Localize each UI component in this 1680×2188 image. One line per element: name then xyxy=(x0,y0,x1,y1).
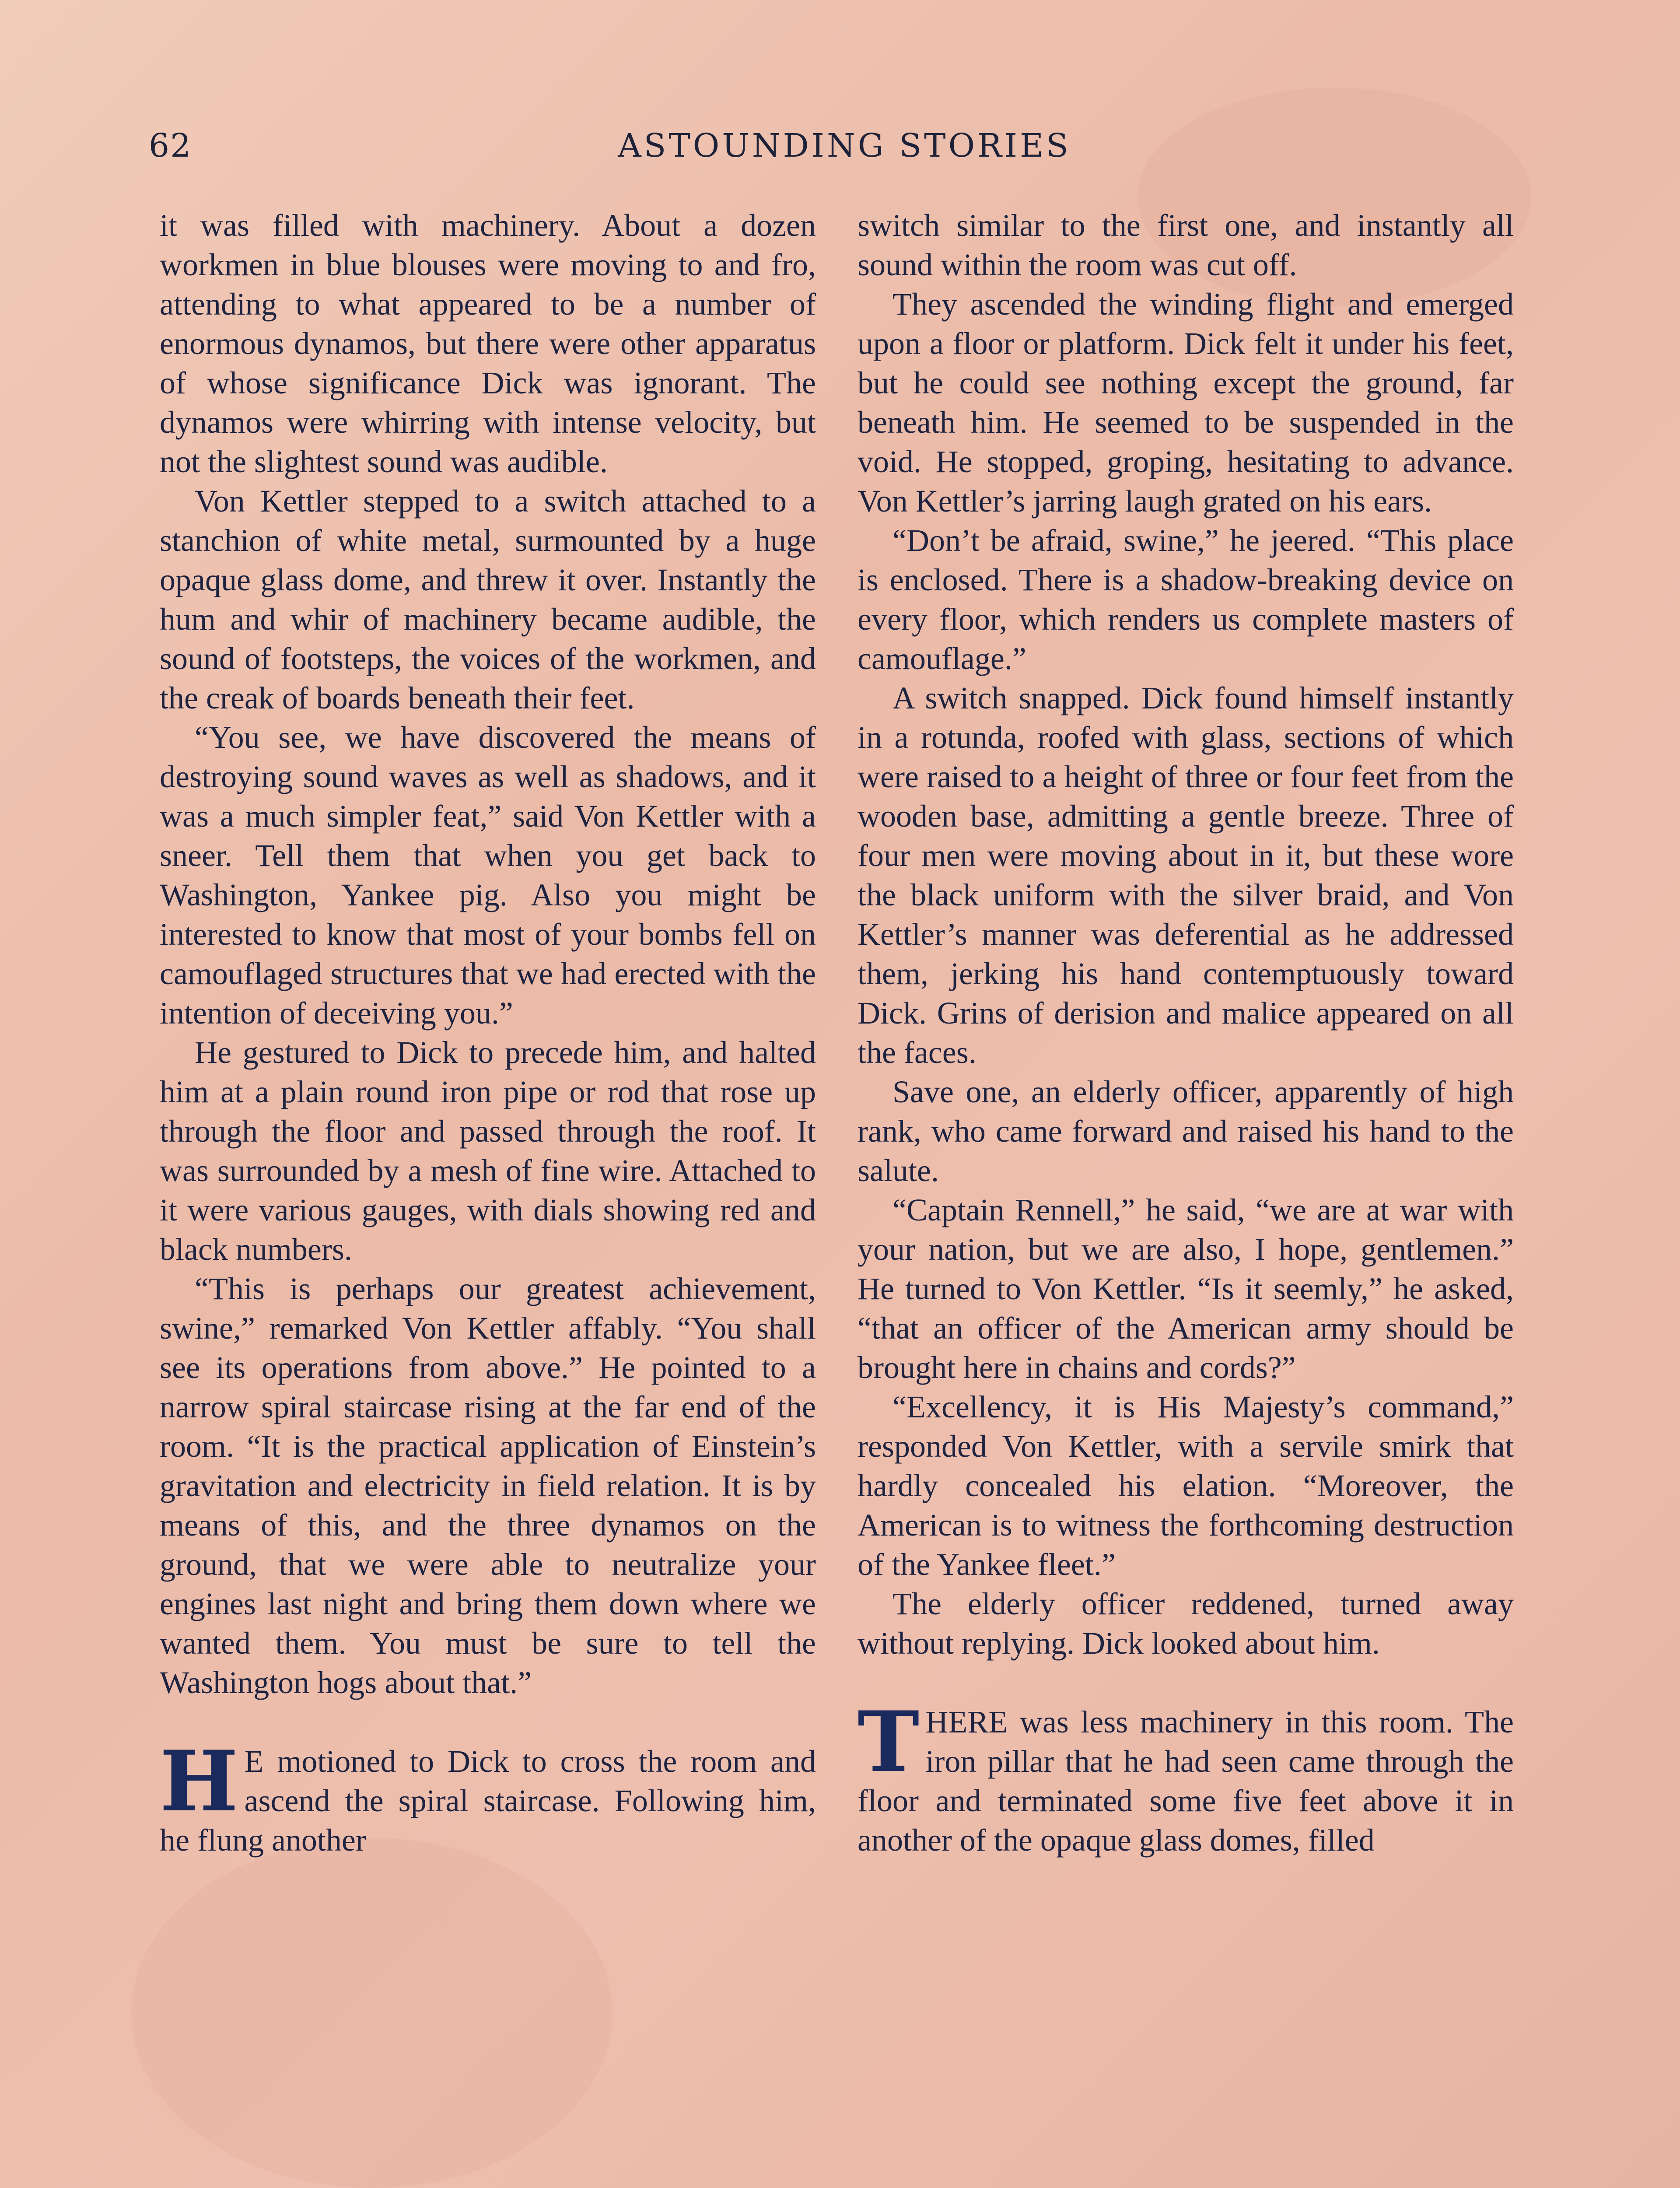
paragraph: A switch snapped. Dick found himself instantly in a rotunda, roofed with glass, sections of which were raised to a height of three or four feet from the wooden base, admitting a gentle breeze. Three of four men were moving about in it, but these wore the black uniform with the silver braid, and Von Kettler’s manner was deferential as he addressed them, jerking his hand contemptuously toward Dick. Grins of derision and malice appeared on all the faces. xyxy=(858,680,1514,1070)
paragraph: Save one, an elderly officer, apparently of high rank, who came forward and raised his hand to the salute. xyxy=(858,1074,1514,1188)
section-paragraph xyxy=(858,1693,1514,1860)
paragraph: Von Kettler stepped to a switch attached to a stanchion of white metal, surmounted by a huge opaque glass dome, and threw it over. Instantly the hum and whir of machinery became audible, the sound of footsteps, the voices of the workmen, and the creak of boards beneath their feet. xyxy=(160,484,816,715)
paragraph: “Don’t be afraid, swine,” he jeered. “This place is enclosed. There is a shadow-breaking device on every floor, which renders us complete masters of camouflage.” xyxy=(858,523,1514,676)
right-column xyxy=(858,206,1514,1860)
running-head: ASTOUNDING STORIES xyxy=(618,127,1071,165)
section-paragraph xyxy=(160,1732,816,1860)
paragraph-text: E motioned to Dick to cross the room and ascend the spiral staircase. Following him, he flung another xyxy=(160,1744,816,1858)
paragraph: “Excellency, it is His Majesty’s command,” responded Von Kettler, with a servile smirk that hardly concealed his elation. “Moreover, the American is to witness the forthcoming destruction of the Yankee fleet.” xyxy=(858,1389,1514,1582)
page-number: 62 xyxy=(149,127,192,165)
paragraph: “You see, we have discovered the means of destroying sound waves as well as shadows, and it was a much simpler feat,” said Von Kettler with a sneer. Tell them that when you get back to Washington, Yankee pig. Also you might be interested to know that most of your bombs fell on camouflaged structures that we had erected with the intention of deceiving you.” xyxy=(160,720,816,1031)
paragraph: “Captain Rennell,” he said, “we are at war with your nation, but we are also, I hope, gentlemen.” He turned to Von Kettler. “Is it seemly,” he asked, “that an officer of the American army should be brought here in chains and cords?” xyxy=(858,1192,1514,1385)
paragraph: switch similar to the first one, and instantly all sound within the room was cut off. xyxy=(858,208,1514,282)
paragraph-text: HERE was less machinery in this room. The iron pillar that he had seen came through the floor and terminated some five feet above it in another of the opaque glass domes, filled xyxy=(858,1704,1514,1858)
paragraph: The elderly officer reddened, turned away without replying. Dick looked about him. xyxy=(858,1586,1514,1661)
left-column xyxy=(160,206,816,1860)
drop-cap: T xyxy=(858,1693,920,1791)
page-header xyxy=(149,127,1540,175)
paragraph: it was filled with machinery. About a dozen workmen in blue blouses were moving to and fro, attending to what appeared to be a number of enormous dynamos, but there were other apparatus of whose significance Dick was ignorant. The dynamos were whirring with intense velocity, but not the slightest sound was audible. xyxy=(160,208,816,479)
paragraph: “This is perhaps our greatest achievement, swine,” remarked Von Kettler affably. “You shall see its operations from above.” He pointed to a narrow spiral staircase rising at the far end of the room. “It is the practical application of Einstein’s gravitation and electricity in field relation. It is by means of this, and the three dynamos on the ground, that we were able to neutralize your engines last night and bring them down where we wanted them. You must be sure to tell the Washington hogs about that.” xyxy=(160,1271,816,1700)
paragraph: He gestured to Dick to precede him, and halted him at a plain round iron pipe or rod that rose up through the floor and passed through the roof. It was surrounded by a mesh of fine wire. Attached to it were various gauges, with dials showing red and black numbers. xyxy=(160,1035,816,1267)
paper-stain xyxy=(131,1838,612,2188)
drop-cap: H xyxy=(160,1732,238,1830)
paragraph: They ascended the winding flight and emerged upon a floor or platform. Dick felt it under his feet, but he could see nothing except the ground, far beneath him. He seemed to be suspended in the void. He stopped, groping, hesitating to advance. Von Kettler’s jarring laugh grated on his ears. xyxy=(858,287,1514,519)
